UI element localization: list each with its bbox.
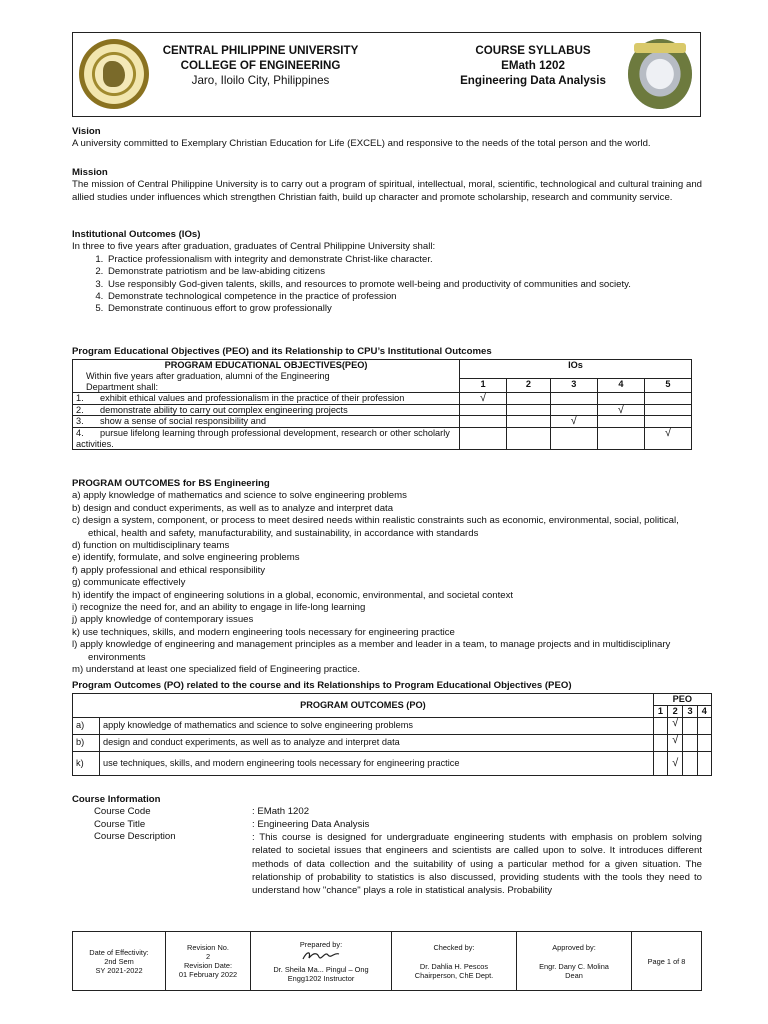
po-letter: b) — [73, 734, 100, 751]
po-check — [653, 751, 667, 775]
revision-date: 01 February 2022 — [178, 970, 238, 979]
course-desc-row — [72, 831, 702, 897]
footer-prepared — [251, 932, 392, 991]
effectivity-year: SY 2021-2022 — [95, 965, 143, 975]
footer-table — [72, 931, 702, 991]
po-item: m) understand at least one specialized field of Engineering practice. — [72, 664, 360, 676]
ios-item: 4. Demonstrate technological competence in the practice of profession — [106, 291, 702, 303]
po-check — [697, 751, 711, 775]
course-title-value: : Engineering Data Analysis — [252, 818, 370, 830]
vision-section — [72, 126, 702, 151]
po-item: e) identify, formulate, and solve engineering problems — [72, 552, 300, 564]
university-name: CENTRAL PHILIPPINE UNIVERSITY — [162, 44, 359, 57]
peo-number: 4 — [697, 706, 711, 718]
program-outcomes-section — [72, 478, 702, 677]
po-check: √ — [668, 734, 683, 751]
vision-heading: Vision — [72, 126, 101, 137]
po-table — [72, 693, 712, 775]
approved-name: Engr. Dany C. Molina — [539, 961, 609, 971]
ios-intro: In three to five years after graduation, graduates of Central Philippine University shall: — [72, 241, 436, 253]
course-title-row — [72, 819, 702, 831]
po-item: f) apply professional and ethical responsibility — [72, 564, 266, 576]
course-block — [438, 43, 628, 88]
university-seal-icon — [79, 39, 149, 109]
peo-check — [644, 416, 691, 428]
course-desc-value: : This course is designed for undergraduate engineering students with emphasis on problem solving related to societal issues that engineers and scientists are called upon to solve. It introduces different methods of data collection and the suitability of using a particular method for a given situation. The relationship of probability to statistics is also discussed, providing students with the tools they need to understand how "chance" plays a role in statistical analysis. Probability — [252, 832, 702, 897]
po-check — [683, 717, 697, 734]
po-row — [73, 734, 712, 751]
io-number: 3 — [550, 379, 597, 393]
prepared-role: Engg1202 Instructor — [287, 973, 355, 983]
po-desc: apply knowledge of mathematics and science to solve engineering problems — [100, 717, 654, 734]
io-number: 4 — [597, 379, 644, 393]
peo-col-title: PROGRAM EDUCATIONAL OBJECTIVES(PEO) — [164, 360, 368, 371]
peo-num: 2. — [76, 404, 84, 415]
peo-row — [73, 416, 692, 428]
peo-desc: exhibit ethical values and professionalism in the practice of their profession — [100, 393, 405, 404]
course-title-label: Course Title — [94, 818, 146, 830]
po-row — [73, 751, 712, 775]
peo-check — [507, 427, 551, 449]
checked-label: Checked by: — [433, 942, 475, 952]
peo-check — [507, 404, 551, 416]
peo-num: 1. — [76, 393, 84, 404]
po-check — [697, 734, 711, 751]
peo-check — [507, 393, 551, 405]
po-letter: a) — [73, 717, 100, 734]
course-info-section — [72, 794, 702, 897]
po-row — [73, 717, 712, 734]
peo-num: 3. — [76, 416, 84, 427]
prepared-name: Dr. Sheila Ma... Pingul – Ong — [273, 964, 369, 974]
checked-name: Dr. Dahlia H. Pescos — [419, 961, 489, 971]
mission-section — [72, 167, 702, 204]
vision-text: A university committed to Exemplary Christian Education for Life (EXCEL) and responsive to the needs of the total person and the world. — [72, 138, 651, 150]
page-number: Page 1 of 8 — [647, 956, 686, 966]
footer-page — [632, 932, 702, 991]
program-outcomes-heading: PROGRAM OUTCOMES for BS Engineering — [72, 478, 270, 489]
ios-item: 2. Demonstrate patriotism and be law-abiding citizens — [106, 266, 702, 278]
syllabus-header — [72, 32, 701, 117]
header-course-title: Engineering Data Analysis — [460, 74, 606, 87]
revision-date-label: Revision Date: — [183, 961, 233, 970]
peo-desc: show a sense of social responsibility and — [100, 416, 266, 427]
course-code-value: : EMath 1202 — [252, 806, 310, 818]
peo-check — [644, 404, 691, 416]
po-col-header: PROGRAM OUTCOMES (PO) — [73, 694, 654, 717]
peo-row — [73, 427, 692, 449]
peo-caption: Program Educational Objectives (PEO) and its Relationship to CPU’s Institutional Outcomes — [72, 346, 492, 357]
peo-check: √ — [460, 393, 507, 405]
po-check — [683, 734, 697, 751]
peo-text — [73, 427, 460, 449]
po-item: c) design a system, component, or process to meet desired needs within realistic constraints such as economic, environmental, social, political, ethical, health and safety, manufacturability, and sustainability, in accordance with standards — [72, 515, 679, 539]
po-check — [683, 751, 697, 775]
peo-table — [72, 359, 692, 450]
peo-desc: demonstrate ability to carry out complex engineering projects — [100, 404, 348, 415]
footer-revision — [166, 932, 251, 991]
peo-num: 4. — [76, 427, 84, 438]
revision-no: 2 — [205, 952, 211, 961]
po-item: d) function on multidisciplinary teams — [72, 540, 230, 552]
effectivity-semester: 2nd Sem — [104, 956, 134, 966]
ios-item: 3. Use responsibly God-given talents, skills, and resources to promote well-being and productivity of communities and society. — [106, 279, 702, 291]
po-item: h) identify the impact of engineering solutions in a global, economic, environmental, and societal context — [72, 589, 514, 601]
peo-section — [72, 346, 702, 450]
peo-check — [460, 427, 507, 449]
po-item: j) apply knowledge of contemporary issues — [72, 614, 254, 626]
peo-check: √ — [644, 427, 691, 449]
peo-check: √ — [597, 404, 644, 416]
peo-col-header — [73, 360, 460, 393]
peo-text — [73, 393, 460, 405]
peo-desc: pursue lifelong learning through professional development, research or other scholarly activities. — [76, 427, 450, 449]
college-seal-icon — [628, 39, 692, 109]
po-caption: Program Outcomes (PO) related to the course and its Relationships to Program Educational Objectives (PEO) — [72, 680, 572, 691]
po-desc: design and conduct experiments, as well as to analyze and interpret data — [100, 734, 654, 751]
university-location: Jaro, Iloilo City, Philippines — [191, 74, 330, 87]
peo-row — [73, 404, 692, 416]
document-footer — [72, 931, 702, 991]
course-desc-label: Course Description — [94, 831, 176, 843]
po-check — [653, 734, 667, 751]
course-info-heading: Course Information — [72, 794, 161, 805]
po-check: √ — [668, 717, 683, 734]
ios-heading: Institutional Outcomes (IOs) — [72, 229, 201, 240]
ios-list — [72, 254, 702, 316]
io-number: 5 — [644, 379, 691, 393]
io-number: 2 — [507, 379, 551, 393]
revision-no-label: Revision No. — [187, 943, 229, 952]
prepared-label: Prepared by: — [299, 939, 343, 949]
footer-approved — [517, 932, 632, 991]
peo-header: PEO — [653, 694, 711, 706]
po-letter: k) — [73, 751, 100, 775]
university-block — [153, 43, 368, 88]
ios-item: 1. Practice professionalism with integrity and demonstrate Christ-like character. — [106, 254, 702, 266]
peo-check — [597, 427, 644, 449]
po-check: √ — [668, 751, 683, 775]
peo-check — [597, 393, 644, 405]
footer-effectivity — [73, 932, 166, 991]
peo-number: 2 — [668, 706, 683, 718]
po-item: b) design and conduct experiments, as well as to analyze and interpret data — [72, 502, 394, 514]
mission-text: The mission of Central Philippine University is to carry out a program of spiritual, intellectual, moral, scientific, technological and cultural training and allied studies under influences which strengthen Christian faith, build up character and promote scholarship, research and community service. — [72, 179, 702, 203]
peo-text — [73, 404, 460, 416]
peo-check: √ — [550, 416, 597, 428]
peo-check — [550, 393, 597, 405]
po-item: l) apply knowledge of engineering and management principles as a member and leader in a team, to manage projects and in multidisciplinary environments — [72, 639, 671, 663]
peo-number: 1 — [653, 706, 667, 718]
po-item: a) apply knowledge of mathematics and science to solve engineering problems — [72, 490, 407, 502]
college-name: COLLEGE OF ENGINEERING — [180, 59, 341, 72]
peo-check — [460, 404, 507, 416]
io-number: 1 — [460, 379, 507, 393]
signature-icon — [301, 949, 341, 963]
mission-heading: Mission — [72, 167, 108, 178]
approved-role: Dean — [565, 970, 583, 980]
header-course-code: EMath 1202 — [501, 59, 565, 72]
course-code-row — [72, 806, 702, 818]
ios-item: 5. Demonstrate continuous effort to grow professionally — [106, 303, 702, 315]
peo-check — [597, 416, 644, 428]
effectivity-label: Date of Effectivity: — [89, 947, 149, 957]
po-item: k) use techniques, skills, and modern engineering tools necessary for engineering practice — [72, 626, 455, 638]
peo-check — [644, 393, 691, 405]
peo-check — [550, 404, 597, 416]
po-item: i) recognize the need for, and an ability to engage in life-long learning — [72, 602, 366, 614]
footer-checked — [392, 932, 517, 991]
approved-label: Approved by: — [552, 942, 596, 952]
peo-check — [460, 416, 507, 428]
po-item: g) communicate effectively — [72, 577, 186, 589]
checked-role: Chairperson, ChE Dept. — [414, 970, 494, 980]
course-code-label: Course Code — [94, 806, 151, 818]
doc-type: COURSE SYLLABUS — [475, 44, 591, 57]
ios-header: IOs — [460, 360, 692, 379]
peo-text — [73, 416, 460, 428]
po-section — [72, 680, 707, 776]
peo-row — [73, 393, 692, 405]
peo-check — [550, 427, 597, 449]
po-check — [653, 717, 667, 734]
po-desc: use techniques, skills, and modern engineering tools necessary for engineering practice — [100, 751, 654, 775]
peo-number: 3 — [683, 706, 697, 718]
peo-check — [507, 416, 551, 428]
po-check — [697, 717, 711, 734]
ios-section — [72, 229, 702, 316]
peo-col-intro: Within five years after graduation, alumni of the Engineering Department shall: — [86, 371, 330, 392]
